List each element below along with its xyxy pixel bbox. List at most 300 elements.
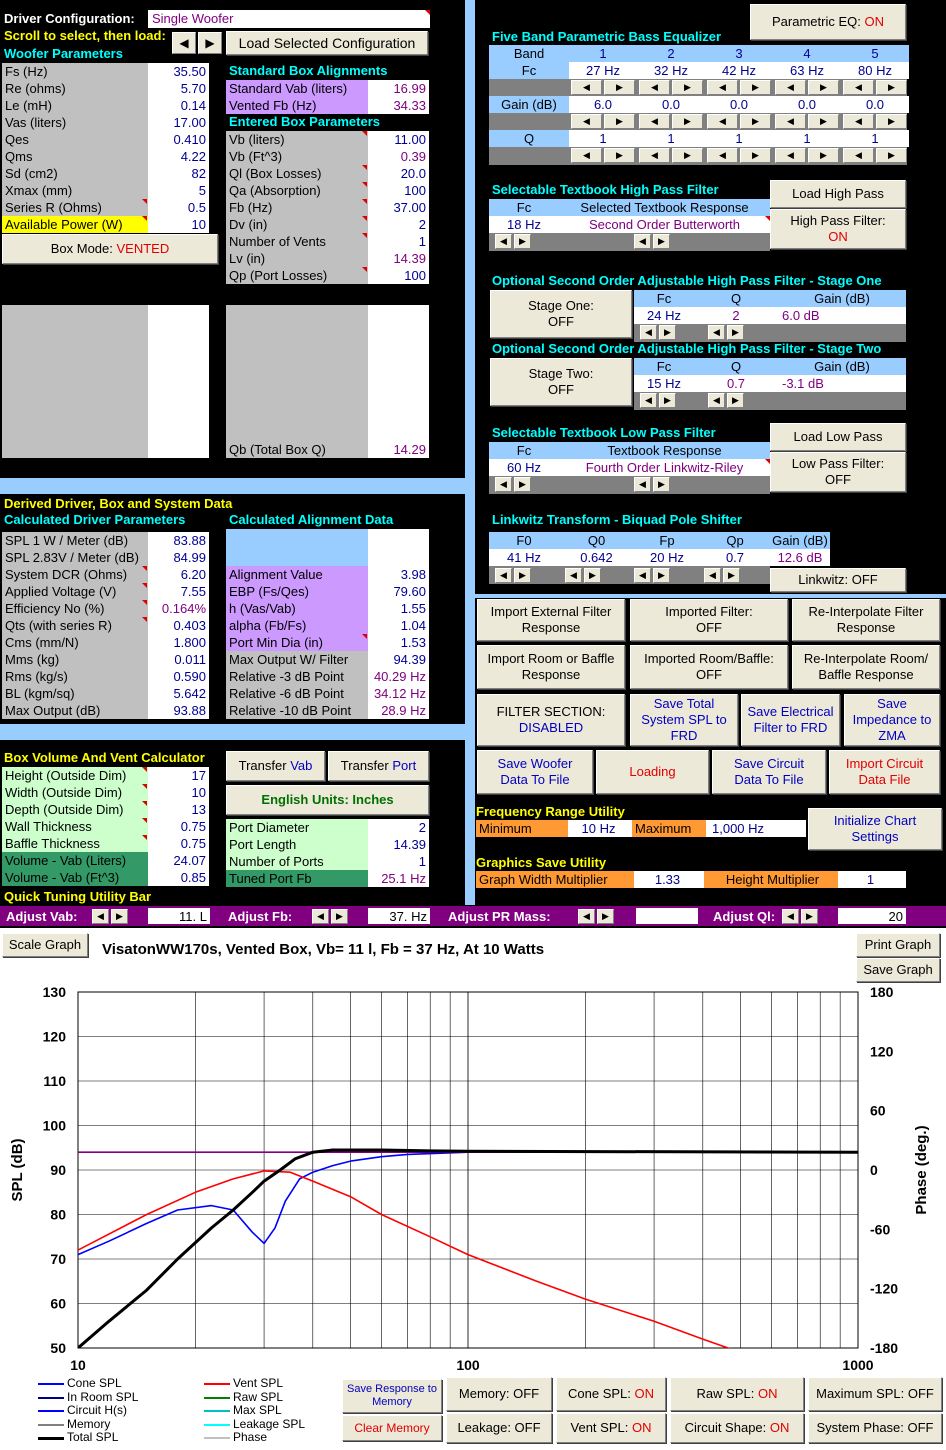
- init-chart-button[interactable]: Initialize Chart Settings: [808, 808, 942, 850]
- woofer-param-value[interactable]: 4.22: [148, 148, 209, 165]
- spin-right-icon[interactable]: ▶: [672, 80, 703, 95]
- std-align-label: Standard Vab (liters): [226, 80, 368, 97]
- stage2-label: Stage Two:: [528, 366, 594, 381]
- y2-axis-label: Phase (deg.): [913, 1125, 930, 1215]
- comment-marker: [142, 784, 147, 789]
- spin-left-icon[interactable]: ◀: [495, 477, 512, 492]
- box-calc-value[interactable]: 13: [148, 801, 209, 818]
- imported-filter-state: OFF: [696, 620, 722, 635]
- spin-left-icon[interactable]: ◀: [640, 393, 657, 408]
- peq-spinner[interactable]: [707, 114, 771, 129]
- spin-left-icon[interactable]: ◀: [571, 80, 602, 95]
- box-calc-value[interactable]: 10: [148, 784, 209, 801]
- spin-right-icon[interactable]: ▶: [653, 234, 670, 249]
- box-calc-value[interactable]: 0.75: [148, 835, 209, 852]
- hpf-resp-label: Selected Textbook Response: [559, 199, 770, 216]
- peq-spinner[interactable]: [639, 148, 703, 163]
- woofer-param-label: Fs (Hz): [2, 63, 148, 80]
- leakage-toggle[interactable]: Leakage: OFF: [446, 1413, 552, 1443]
- lpf-title: Selectable Textbook Low Pass Filter: [492, 425, 716, 440]
- save-circuit-button[interactable]: Save Circuit Data To File: [712, 750, 826, 794]
- x-tick-label: 1000: [842, 1357, 874, 1373]
- stage2-spinner[interactable]: [640, 393, 676, 408]
- y-tick-label: 90: [50, 1162, 66, 1178]
- woofer-param-value[interactable]: 82: [148, 165, 209, 182]
- save-total-button[interactable]: Save Total System SPL to FRD: [630, 694, 738, 746]
- adjust-pr-label: Adjust PR Mass:: [448, 909, 551, 924]
- import-circuit-button[interactable]: Import Circuit Data File: [829, 750, 940, 794]
- box-calc-value[interactable]: 24.07: [148, 852, 209, 869]
- driver-calc-label: SPL 1 W / Meter (dB): [2, 532, 148, 549]
- blank-white-mid: [368, 305, 429, 441]
- stage1-gain-value[interactable]: 6.0 dB: [778, 307, 906, 324]
- peq-spinner[interactable]: [571, 80, 635, 95]
- spin-right-icon[interactable]: ▶: [808, 148, 839, 163]
- spin-right-icon[interactable]: ▶: [808, 80, 839, 95]
- save-elec-button[interactable]: Save Electrical Filter to FRD: [741, 694, 840, 746]
- linkwitz-value[interactable]: 0.642: [559, 549, 634, 566]
- align-calc-label: Alignment Value: [226, 566, 368, 583]
- hpf-resp-value[interactable]: Second Order Butterworth: [559, 216, 770, 233]
- peq-spinner[interactable]: [707, 148, 771, 163]
- spin-right-icon[interactable]: ▶: [727, 393, 744, 408]
- entered-box-value[interactable]: 11.00: [368, 131, 429, 148]
- series-vent-spl: [78, 1171, 798, 1370]
- spin-right-icon[interactable]: ▶: [604, 148, 635, 163]
- spin-right-icon[interactable]: ▶: [723, 568, 740, 583]
- import-room-button[interactable]: Import Room or Baffle Response: [477, 645, 625, 689]
- align-top-blank-white: [368, 529, 429, 566]
- reinterp-filter-button[interactable]: Re-Interpolate Filter Response: [792, 599, 940, 641]
- peq-button[interactable]: [750, 4, 906, 40]
- entered-box-value[interactable]: 2: [368, 216, 429, 233]
- loading-button[interactable]: Loading: [596, 750, 709, 794]
- calc-driver-title: Calculated Driver Parameters: [4, 512, 186, 527]
- vab-left-icon[interactable]: ◀: [92, 909, 109, 924]
- port-calc-value: 1: [368, 853, 429, 870]
- peq-spinner[interactable]: [843, 148, 907, 163]
- spin-left-icon[interactable]: ◀: [639, 80, 670, 95]
- driver-calc-label: Qts (with series R): [2, 617, 148, 634]
- std-align-title: Standard Box Alignments: [229, 63, 388, 78]
- woofer-param-value[interactable]: 5.70: [148, 80, 209, 97]
- comment-marker: [142, 199, 147, 204]
- y2-tick-label: -120: [870, 1280, 899, 1297]
- adjust-fb-spinner[interactable]: [312, 909, 348, 924]
- reinterp-room-button[interactable]: Re-Interpolate Room/ Baffle Response: [792, 645, 940, 689]
- comment-marker: [362, 199, 367, 204]
- peq-cell[interactable]: 42 Hz: [705, 62, 773, 79]
- spin-left-icon[interactable]: ◀: [708, 393, 725, 408]
- ql-right-icon[interactable]: ▶: [801, 909, 818, 924]
- fb-left-icon[interactable]: ◀: [312, 909, 329, 924]
- legend-swatch: [204, 1397, 230, 1399]
- lpf-spinner[interactable]: [495, 477, 531, 492]
- lpf-resp-value[interactable]: Fourth Order Linkwitz-Riley: [559, 459, 770, 476]
- linkwitz-value[interactable]: 0.7: [700, 549, 770, 566]
- peq-spinner[interactable]: [843, 80, 907, 95]
- freq-min-value[interactable]: 10 Hz: [568, 820, 632, 837]
- memory-toggle[interactable]: Memory: OFF: [446, 1377, 552, 1411]
- circuit-shape-toggle[interactable]: [670, 1413, 804, 1443]
- hpf-title: Selectable Textbook High Pass Filter: [492, 182, 719, 197]
- transfer-vab-button[interactable]: [226, 751, 325, 781]
- save-graph-button[interactable]: Save Graph: [856, 958, 940, 982]
- spin-right-icon[interactable]: ▶: [876, 80, 907, 95]
- peq-spinner[interactable]: [639, 80, 703, 95]
- import-external-button[interactable]: Import External Filter Response: [477, 599, 625, 641]
- spin-left-icon[interactable]: ◀: [571, 148, 602, 163]
- max-spl-toggle[interactable]: Maximum SPL: OFF: [808, 1377, 942, 1411]
- spin-left-icon[interactable]: ◀: [634, 234, 651, 249]
- graph-width-value[interactable]: 1.33: [634, 871, 704, 888]
- stage2-fc-value[interactable]: 15 Hz: [634, 375, 694, 392]
- align-calc-value: 1.55: [368, 600, 429, 617]
- hpf-spinner[interactable]: [634, 234, 670, 249]
- linkwitz-spinner[interactable]: [495, 568, 531, 583]
- entered-box-value[interactable]: 0.39: [368, 148, 429, 165]
- adjust-fb-value: 37. Hz: [368, 908, 430, 924]
- spin-right-icon[interactable]: ▶: [672, 114, 703, 129]
- spin-left-icon[interactable]: ◀: [639, 148, 670, 163]
- spin-left-icon[interactable]: ◀: [843, 148, 874, 163]
- peq-cell[interactable]: 0.0: [705, 96, 773, 113]
- peq-cell[interactable]: 80 Hz: [841, 62, 909, 79]
- imported-room-state: OFF: [696, 667, 722, 682]
- load-config-button[interactable]: Load Selected Configuration: [226, 31, 428, 55]
- save-imp-button[interactable]: Save Impedance to ZMA: [844, 694, 940, 746]
- low-pass-toggle[interactable]: [770, 452, 906, 492]
- config-scroll[interactable]: [172, 32, 222, 54]
- imported-filter-toggle[interactable]: [630, 599, 788, 641]
- pr-left-icon[interactable]: ◀: [578, 909, 595, 924]
- freq-max-value[interactable]: 1,000 Hz: [706, 820, 806, 837]
- woofer-param-value[interactable]: 0.5: [148, 199, 209, 216]
- spin-left-icon[interactable]: ◀: [495, 234, 512, 249]
- legend-label: Total SPL: [67, 1430, 119, 1444]
- cone-label: Cone SPL:: [568, 1386, 631, 1401]
- spin-left-icon[interactable]: ◀: [775, 114, 806, 129]
- peq-cell[interactable]: 1: [569, 130, 637, 147]
- comment-marker: [142, 818, 147, 823]
- spin-right-icon[interactable]: ▶: [514, 234, 531, 249]
- legend-swatch: [204, 1410, 230, 1412]
- lpf-fc-label: Fc: [489, 442, 559, 459]
- spin-left-icon[interactable]: ◀: [707, 80, 738, 95]
- hpf-spinner[interactable]: [495, 234, 531, 249]
- peq-cell[interactable]: 63 Hz: [773, 62, 841, 79]
- entered-box-label: Lv (in): [226, 250, 368, 267]
- spin-left-icon[interactable]: ◀: [495, 568, 512, 583]
- spin-left-icon[interactable]: ◀: [843, 114, 874, 129]
- box-calc-value[interactable]: 0.85: [148, 869, 209, 886]
- y-tick-label: 100: [42, 1117, 66, 1134]
- legend-swatch: [38, 1424, 64, 1426]
- adjust-vab-spinner[interactable]: [92, 909, 128, 924]
- entered-box-label: Ql (Box Losses): [226, 165, 368, 182]
- transfer-port-button[interactable]: [328, 751, 429, 781]
- stage1-fc-value[interactable]: 24 Hz: [634, 307, 694, 324]
- entered-box-value[interactable]: 14.39: [368, 250, 429, 267]
- imported-room-label: Imported Room/Baffle:: [644, 651, 774, 666]
- spin-left-icon[interactable]: ◀: [571, 114, 602, 129]
- spin-left-icon[interactable]: ◀: [639, 114, 670, 129]
- spin-left-icon[interactable]: ◀: [843, 80, 874, 95]
- peq-cell[interactable]: 1: [705, 130, 773, 147]
- y-tick-label: 120: [42, 1028, 66, 1045]
- peq-spinner[interactable]: [571, 114, 635, 129]
- woofer-param-value[interactable]: 0.410: [148, 131, 209, 148]
- cone-spl-toggle[interactable]: [556, 1377, 666, 1411]
- linkwitz-spinner[interactable]: [634, 568, 670, 583]
- peq-cell[interactable]: 1: [773, 130, 841, 147]
- vent-spl-toggle[interactable]: [556, 1413, 666, 1443]
- peq-row-label: Q: [489, 130, 569, 147]
- linkwitz-header: F0: [489, 532, 559, 549]
- peq-cell[interactable]: 6.0: [569, 96, 637, 113]
- peq-cell[interactable]: 1: [637, 130, 705, 147]
- spin-right-icon[interactable]: ▶: [876, 148, 907, 163]
- align-calc-value: 3.98: [368, 566, 429, 583]
- system-phase-toggle[interactable]: System Phase: OFF: [808, 1413, 942, 1443]
- stage2-gain-value[interactable]: -3.1 dB: [778, 375, 906, 392]
- spin-right-icon[interactable]: ▶: [727, 325, 744, 340]
- peq-cell[interactable]: 1: [841, 130, 909, 147]
- spin-right-icon[interactable]: ▶: [659, 393, 676, 408]
- hpf-fc-value[interactable]: 18 Hz: [489, 216, 559, 233]
- vab-right-icon[interactable]: ▶: [111, 909, 128, 924]
- align-calc-label: EBP (Fs/Qes): [226, 583, 368, 600]
- peq-cell[interactable]: 27 Hz: [569, 62, 637, 79]
- linkwitz-button[interactable]: Linkwitz: OFF: [770, 568, 906, 592]
- spin-right-icon[interactable]: ▶: [876, 114, 907, 129]
- box-calc-value[interactable]: 0.75: [148, 818, 209, 835]
- stage1-spinner[interactable]: [640, 325, 676, 340]
- stage1-button[interactable]: [490, 290, 632, 338]
- align-calc-label: Relative -6 dB Point: [226, 685, 368, 702]
- align-calc-label: Relative -3 dB Point: [226, 668, 368, 685]
- adjust-vab-value: 11. L: [148, 908, 210, 924]
- woofer-param-value[interactable]: 10: [148, 216, 209, 233]
- spin-left-icon[interactable]: ◀: [775, 80, 806, 95]
- y-tick-label: 110: [43, 1073, 66, 1089]
- peq-spinner[interactable]: [639, 114, 703, 129]
- linkwitz-spinner[interactable]: [565, 568, 601, 583]
- peq-cell[interactable]: 0.0: [773, 96, 841, 113]
- raw-label: Raw SPL:: [696, 1386, 755, 1401]
- linkwitz-header: Q0: [559, 532, 634, 549]
- spin-right-icon[interactable]: ▶: [740, 80, 771, 95]
- woofer-param-value[interactable]: 35.50: [148, 63, 209, 80]
- port-calc-label: Number of Ports: [226, 853, 368, 870]
- entered-box-value[interactable]: 37.00: [368, 199, 429, 216]
- box-calc-label: Depth (Outside Dim): [2, 801, 148, 818]
- std-align-value: 16.99: [368, 80, 429, 97]
- graph-height-value[interactable]: 1: [838, 871, 906, 888]
- scale-graph-button[interactable]: Scale Graph: [2, 933, 88, 957]
- entered-box-label: Fb (Hz): [226, 199, 368, 216]
- spin-right-icon[interactable]: ▶: [604, 114, 635, 129]
- woofer-param-label: Series R (Ohms): [2, 199, 148, 216]
- peq-spinner[interactable]: [775, 148, 839, 163]
- stage1-q-value[interactable]: 2: [694, 307, 778, 324]
- y-tick-label: 60: [50, 1295, 66, 1312]
- woofer-param-value[interactable]: 5: [148, 182, 209, 199]
- calc-align-title: Calculated Alignment Data: [229, 512, 394, 527]
- spin-right-icon[interactable]: ▶: [514, 568, 531, 583]
- peq-cell[interactable]: 0.0: [841, 96, 909, 113]
- cone-state: ON: [634, 1386, 654, 1401]
- print-graph-button[interactable]: Print Graph: [856, 933, 940, 957]
- lpf-fc-value[interactable]: 60 Hz: [489, 459, 559, 476]
- linkwitz-value[interactable]: 41 Hz: [489, 549, 559, 566]
- qb-label: Qb (Total Box Q): [226, 441, 368, 458]
- woofer-param-value[interactable]: 17.00: [148, 114, 209, 131]
- spin-right-icon[interactable]: ▶: [659, 325, 676, 340]
- save-woofer-button[interactable]: Save Woofer Data To File: [477, 750, 593, 794]
- driver-calc-label: SPL 2.83V / Meter (dB): [2, 549, 148, 566]
- peq-cell[interactable]: 0.0: [637, 96, 705, 113]
- y-tick-label: 80: [50, 1206, 66, 1223]
- woofer-param-value[interactable]: 0.14: [148, 97, 209, 114]
- spin-right-icon[interactable]: ▶: [604, 80, 635, 95]
- y-axis-label: SPL (dB): [9, 1138, 26, 1202]
- lpf-state: OFF: [825, 472, 851, 487]
- pr-right-icon[interactable]: ▶: [597, 909, 614, 924]
- filter-section-toggle[interactable]: [477, 694, 625, 746]
- linkwitz-value[interactable]: 12.6 dB: [770, 549, 830, 566]
- driver-config-select[interactable]: Single Woofer: [148, 10, 430, 28]
- scroll-left-icon[interactable]: ◀: [172, 32, 196, 54]
- stage2-gain-label: Gain (dB): [778, 358, 906, 375]
- align-calc-label: Port Min Dia (in): [226, 634, 368, 651]
- linkwitz-value[interactable]: 20 Hz: [634, 549, 700, 566]
- peq-spinner[interactable]: [571, 148, 635, 163]
- linkwitz-header: Gain (dB): [770, 532, 830, 549]
- spin-right-icon[interactable]: ▶: [653, 568, 670, 583]
- spin-left-icon[interactable]: ◀: [707, 148, 738, 163]
- align-calc-value: 40.29 Hz: [368, 668, 429, 685]
- linkwitz-header: Fp: [634, 532, 700, 549]
- stage2-state: OFF: [548, 382, 574, 397]
- align-calc-label: h (Vas/Vab): [226, 600, 368, 617]
- legend-label: Memory: [67, 1416, 111, 1431]
- raw-spl-toggle[interactable]: [670, 1377, 804, 1411]
- align-calc-value: 79.60: [368, 583, 429, 600]
- peq-button-label: Parametric EQ:: [772, 14, 861, 29]
- entered-box-value[interactable]: 100: [368, 182, 429, 199]
- save-response-button[interactable]: Save Response to Memory: [342, 1379, 442, 1413]
- spin-left-icon[interactable]: ◀: [775, 148, 806, 163]
- driver-calc-value: 0.164%: [148, 600, 209, 617]
- blank-white-left: [148, 305, 209, 458]
- woofer-param-label: Re (ohms): [2, 80, 148, 97]
- stage1-label: Stage One:: [528, 298, 594, 313]
- peq-spinner[interactable]: [775, 80, 839, 95]
- hpf-state-label: High Pass Filter:: [790, 213, 886, 228]
- spin-right-icon[interactable]: ▶: [672, 148, 703, 163]
- load-high-pass-button[interactable]: Load High Pass: [770, 180, 906, 208]
- legend-label: Cone SPL: [67, 1376, 122, 1390]
- port-calc-value: 2: [368, 819, 429, 836]
- spin-left-icon[interactable]: ◀: [565, 568, 582, 583]
- units-button[interactable]: English Units: Inches: [226, 785, 429, 815]
- high-pass-toggle[interactable]: [770, 209, 906, 249]
- spin-left-icon[interactable]: ◀: [634, 568, 651, 583]
- left-right-divider: [465, 0, 475, 905]
- adjust-pr-spinner[interactable]: [578, 909, 614, 924]
- linkwitz-spinner[interactable]: [704, 568, 740, 583]
- spin-left-icon[interactable]: ◀: [640, 325, 657, 340]
- imported-room-toggle[interactable]: [630, 645, 788, 689]
- peq-button-state: ON: [864, 14, 884, 29]
- stage2-q-label: Q: [694, 358, 778, 375]
- entered-box-value[interactable]: 100: [368, 267, 429, 284]
- peq-cell: 4: [773, 45, 841, 62]
- peq-spinner[interactable]: [707, 80, 771, 95]
- driver-calc-label: Rms (kg/s): [2, 668, 148, 685]
- stage1-spinner[interactable]: [708, 325, 744, 340]
- peq-cell[interactable]: 32 Hz: [637, 62, 705, 79]
- load-low-pass-button[interactable]: Load Low Pass: [770, 423, 906, 451]
- comment-marker: [362, 233, 367, 238]
- stage2-button[interactable]: [490, 358, 632, 406]
- y2-tick-label: 120: [870, 1043, 894, 1060]
- spin-right-icon[interactable]: ▶: [514, 477, 531, 492]
- spin-right-icon[interactable]: ▶: [808, 114, 839, 129]
- box-calc-label: Height (Outside Dim): [2, 767, 148, 784]
- derived-title: Derived Driver, Box and System Data: [4, 496, 233, 511]
- adjust-ql-spinner[interactable]: [782, 909, 818, 924]
- raw-state: ON: [757, 1386, 778, 1401]
- clear-memory-button[interactable]: Clear Memory: [342, 1415, 442, 1441]
- spin-left-icon[interactable]: ◀: [634, 477, 651, 492]
- ql-left-icon[interactable]: ◀: [782, 909, 799, 924]
- entered-box-value[interactable]: 1: [368, 233, 429, 250]
- box-mode-button[interactable]: [2, 234, 218, 264]
- align-calc-value: 34.12 Hz: [368, 685, 429, 702]
- legend-label: Vent SPL: [233, 1376, 284, 1390]
- spin-right-icon[interactable]: ▶: [740, 114, 771, 129]
- driver-calc-value: 83.88: [148, 532, 209, 549]
- align-top-blank: [226, 529, 368, 566]
- graph-title: VisatonWW170s, Vented Box, Vb= 11 l, Fb = 37 Hz, At 10 Watts: [102, 941, 545, 958]
- peq-spinner[interactable]: [843, 114, 907, 129]
- comment-marker: [362, 216, 367, 221]
- box-calc-value[interactable]: 17: [148, 767, 209, 784]
- stage2-spinner[interactable]: [708, 393, 744, 408]
- stage2-q-value[interactable]: 0.7: [694, 375, 778, 392]
- box-calc-label: Volume - Vab (Liters): [2, 852, 148, 869]
- lpf-spinner[interactable]: [634, 477, 670, 492]
- entered-box-value[interactable]: 20.0: [368, 165, 429, 182]
- spin-left-icon[interactable]: ◀: [704, 568, 721, 583]
- box-mode-value: VENTED: [116, 241, 170, 256]
- spin-right-icon[interactable]: ▶: [584, 568, 601, 583]
- spin-right-icon[interactable]: ▶: [653, 477, 670, 492]
- legend-label: Phase: [233, 1430, 268, 1444]
- woofer-param-label: Le (mH): [2, 97, 148, 114]
- spin-right-icon[interactable]: ▶: [740, 148, 771, 163]
- scroll-right-icon[interactable]: ▶: [198, 32, 222, 54]
- peq-spinner[interactable]: [775, 114, 839, 129]
- spin-left-icon[interactable]: ◀: [708, 325, 725, 340]
- comment-marker: [362, 267, 367, 272]
- fb-right-icon[interactable]: ▶: [331, 909, 348, 924]
- spin-left-icon[interactable]: ◀: [707, 114, 738, 129]
- y-tick-label: 50: [50, 1340, 66, 1356]
- spl-chart: [0, 960, 946, 1380]
